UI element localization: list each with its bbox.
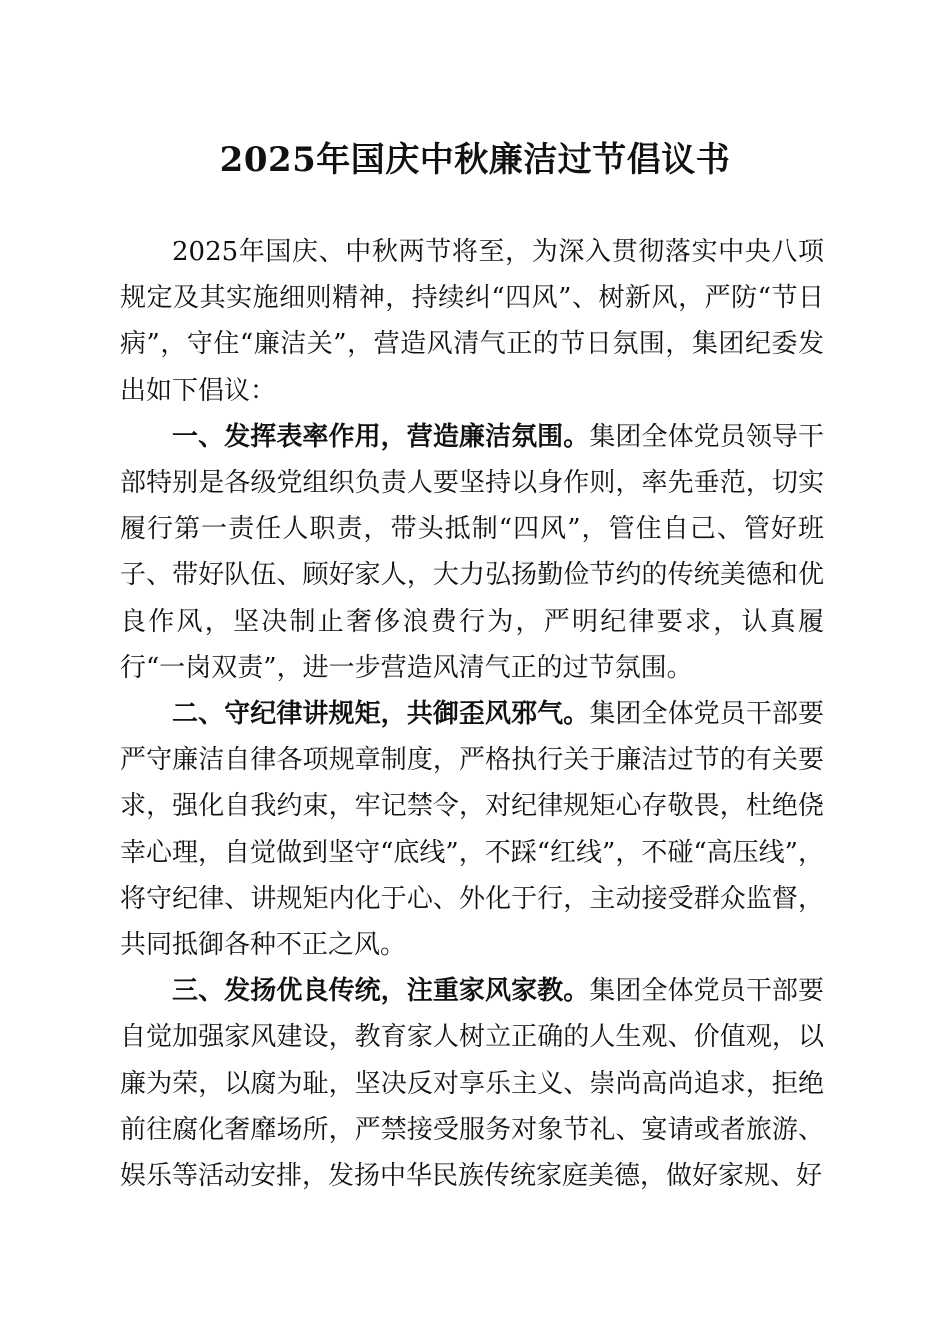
intro-paragraph: 2025年国庆、中秋两节将至，为深入贯彻落实中央八项规定及其实施细则精神，持续纠“四风”、树新风，严防“节日病”，守住“廉洁关”，营造风清气正的节日氛围，集团纪委发出如下倡议： [120, 237, 824, 406]
section-paragraph-1 [120, 414, 824, 691]
section-heading-3: 三、发扬优良传统，注重家风家教。 [172, 976, 590, 1007]
section-text-2: 集团全体党员干部要严守廉洁自律各项规章制度，严格执行关于廉洁过节的有关要求，强化自我约束，牢记禁令，对纪律规矩心存敬畏，杜绝侥幸心理，自觉做到坚守“底线”，不踩“红线”，不碰“高压线”，将守纪律、讲规矩内化于心、外化于行，主动接受群众监督，共同抵御各种不正之风。 [120, 699, 824, 961]
section-text-1: 集团全体党员领导干部特别是各级党组织负责人要坚持以身作则，率先垂范，切实履行第一责任人职责，带头抵制“四风”，管住自己、管好班子、带好队伍、顾好家人，大力弘扬勤俭节约的传统美德和优良作风，坚决制止奢侈浪费行为，严明纪律要求，认真履行“一岗双责”，进一步营造风清气正的过节氛围。 [120, 421, 824, 683]
section-paragraph-2 [120, 691, 824, 968]
section-text-3: 集团全体党员干部要自觉加强家风建设，教育家人树立正确的人生观、价值观，以廉为荣，以腐为耻，坚决反对享乐主义、崇尚高尚追求，拒绝前往腐化奢靡场所，严禁接受服务对象节礼、宴请或者旅游、娱乐等活动安排，发扬中华民族传统家庭美德，做好家规、好 [120, 976, 824, 1192]
document-body [120, 229, 824, 1199]
section-heading-1: 一、发挥表率作用，营造廉洁氛围。 [172, 421, 590, 452]
section-heading-2: 二、守纪律讲规矩，共御歪风邪气。 [172, 699, 590, 730]
section-paragraph-3 [120, 968, 824, 1199]
document-title: 2025年国庆中秋廉洁过节倡议书 [219, 140, 731, 180]
